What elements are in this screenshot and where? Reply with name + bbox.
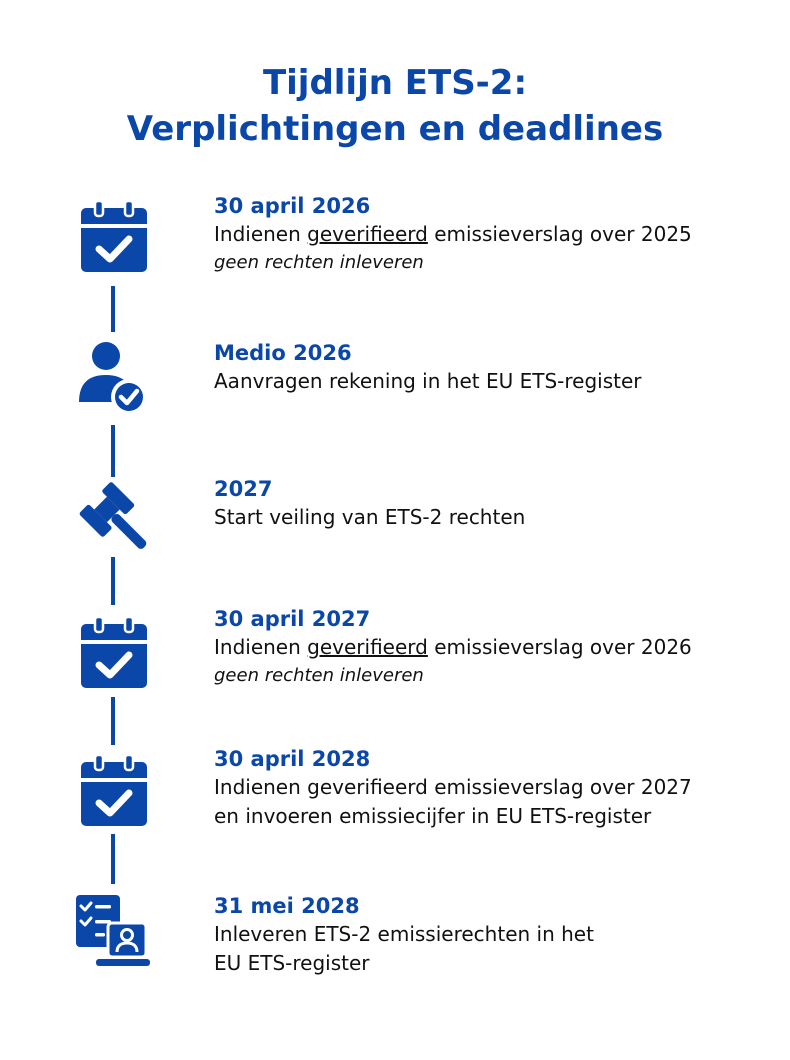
timeline-note: geen rechten inleveren [214, 252, 424, 273]
timeline-item-6 [214, 892, 774, 978]
timeline-item-5 [214, 745, 774, 831]
timeline-connector [111, 286, 115, 332]
timeline-item-3 [214, 475, 774, 532]
timeline-description-line-2: en invoeren emissiecijfer in EU ETS-register [214, 804, 652, 828]
timeline-description: Aanvragen rekening in het EU ETS-register [214, 369, 642, 393]
calendar-check-icon [76, 198, 152, 274]
calendar-check-icon [76, 752, 152, 828]
timeline-connector [111, 557, 115, 605]
timeline-date: 2027 [214, 477, 273, 501]
timeline-description: Indienen geverifieerd emissieverslag over 2025 [214, 222, 692, 246]
timeline-description: Indienen geverifieerd emissieverslag over 2026 [214, 635, 692, 659]
title-line-2: Verplichtingen en deadlines [126, 109, 664, 149]
timeline-connector [111, 697, 115, 745]
timeline-description-line-1: Inleveren ETS-2 emissierechten in het [214, 922, 594, 946]
checklist-user-icon [76, 895, 152, 971]
timeline-connector [111, 834, 115, 884]
timeline-item-2 [214, 339, 774, 396]
timeline-description-line-1: Indienen geverifieerd emissieverslag over 2027 [214, 775, 692, 799]
timeline-date: 30 april 2027 [214, 607, 371, 631]
timeline-note: geen rechten inleveren [214, 665, 424, 686]
title-line-1: Tijdlijn ETS-2: [262, 63, 528, 103]
timeline-item-1 [214, 192, 774, 277]
timeline-date: 30 april 2028 [214, 747, 371, 771]
page-title [0, 60, 790, 152]
calendar-check-icon [76, 614, 152, 690]
timeline-connector [111, 425, 115, 477]
timeline-date: 30 april 2026 [214, 194, 371, 218]
timeline-item-4 [214, 605, 774, 690]
timeline-description-line-2: EU ETS-register [214, 951, 370, 975]
user-check-icon [76, 340, 152, 416]
gavel-icon [76, 480, 152, 556]
timeline-date: Medio 2026 [214, 341, 352, 365]
timeline-description: Start veiling van ETS-2 rechten [214, 505, 526, 529]
timeline-date: 31 mei 2028 [214, 894, 360, 918]
